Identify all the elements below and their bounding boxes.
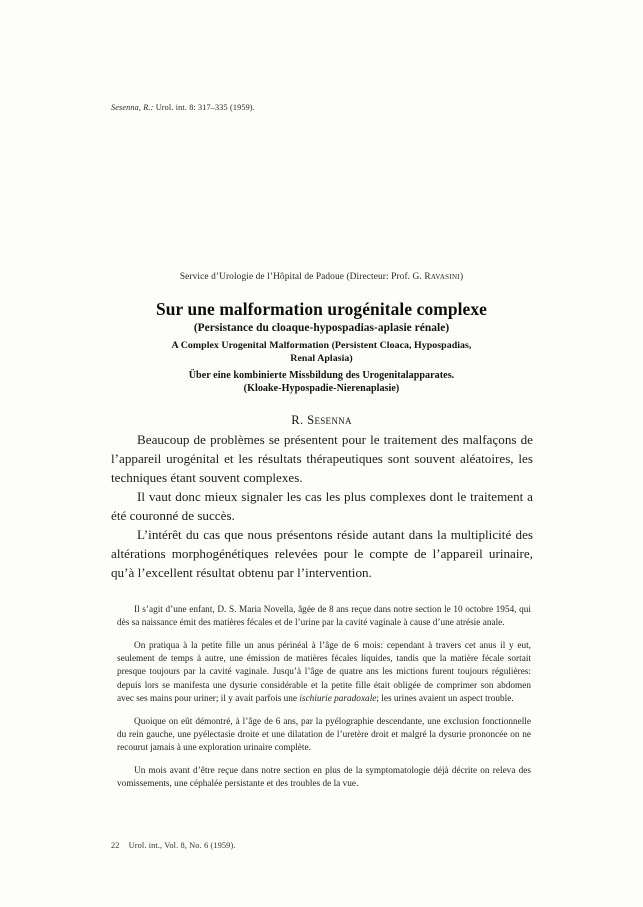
author-byline bbox=[111, 413, 532, 428]
case-paragraph: Un mois avant d’être reçue dans notre section en plus de la symptomatologie déjà décrite on releva des vomissements, une céphalée persistante et des troubles de la vue. bbox=[117, 765, 531, 789]
subtitle-german-line1: Über eine kombinierte Missbildung des Urogenitalapparates. bbox=[188, 370, 455, 382]
page-footer bbox=[111, 841, 236, 850]
footer-page-number: 22 bbox=[111, 841, 120, 850]
author-initial: R. bbox=[291, 413, 308, 428]
case-paragraph-part: ; les urines avaient un aspect trouble. bbox=[376, 694, 514, 705]
running-head bbox=[111, 103, 255, 112]
case-paragraph bbox=[117, 640, 531, 707]
affiliation-prefix: Service d’Urologie de l’Hôpital de Padoue (Directeur: Prof. G. bbox=[179, 272, 425, 282]
body-text bbox=[111, 430, 533, 582]
running-head-citation: Urol. int. 8: 317–335 (1959). bbox=[155, 103, 255, 112]
subtitle-german bbox=[111, 370, 532, 396]
affiliation-director-name: Ravasini bbox=[424, 272, 460, 282]
case-paragraph-part: On pratiqua à la petite fille un anus périnéal à l’âge de 6 mois: cependant à travers cet anus il y eut, seulement de temps à autre, une émission de matières fécales liquides, tandis que la matière fécale sortait presque toujours par la cavité vaginale. Jusqu’à l’âge de quatre ans les mictions furent toujours régulières: depuis lors se manifesta une dysurie considérable et la petite fille était obligée de comprimer son abdomen avec ses mains pour uriner; il y avait parfois une bbox=[117, 640, 531, 705]
running-head-author: Sesenna, R.: bbox=[111, 103, 154, 112]
subtitle-english bbox=[111, 340, 532, 365]
subtitle-english-line1: A Complex Urogenital Malformation (Persistent Cloaca, Hypospadias, bbox=[171, 340, 472, 352]
footer-journal-reference: Urol. int., Vol. 8, No. 6 (1959). bbox=[128, 841, 236, 850]
subtitle-german-line2: (Kloake-Hypospadie-Nierenaplasie) bbox=[243, 383, 400, 395]
title-block bbox=[111, 272, 532, 428]
case-term-italic: ischiurie paradoxale bbox=[299, 694, 377, 705]
case-paragraph: Il s’agit d’une enfant, D. S. Maria Novella, âgée de 8 ans reçue dans notre section le 10 octobre 1954, qui dès sa naissance émit des matières fécales et de l’urine par la cavité vaginale à cause d’une atrésie anale. bbox=[117, 605, 531, 629]
subtitle-english-line2: Renal Aplasia) bbox=[290, 352, 353, 364]
body-paragraph: Beaucoup de problèmes se présentent pour le traitement des malfaçons de l’appareil urogénital et les résultats thérapeutiques sont souvent aléatoires, les techniques étant souvent complexes. bbox=[111, 432, 533, 486]
body-paragraph: Il vaut donc mieux signaler les cas les plus complexes dont le traitement a été couronné de succès. bbox=[111, 489, 533, 524]
author-surname: Sesenna bbox=[307, 413, 352, 428]
body-paragraph: L’intérêt du cas que nous présentons réside autant dans la multiplicité des altérations morphogénétiques relevées pour le compte de l’appareil urinaire, qu’à l’excellent résultat obtenu par l’intervention. bbox=[111, 527, 533, 581]
affiliation-line bbox=[111, 272, 532, 282]
page-title: Sur une malformation urogénitale complexe bbox=[156, 299, 487, 319]
subtitle-french: (Persistance du cloaque-hypospadias-aplasie rénale) bbox=[193, 322, 450, 335]
affiliation-suffix: ) bbox=[459, 272, 464, 282]
case-report-section bbox=[117, 604, 531, 791]
case-paragraph: Quoique on eût démontré, à l’âge de 6 ans, par la pyélographie descendante, une exclusion fonctionnelle du rein gauche, une pyélectasie droite et une dilatation de l’uretère droit et malgré la dysurie prononcée on ne recourut jamais à une exploration urinaire complète. bbox=[117, 716, 531, 754]
